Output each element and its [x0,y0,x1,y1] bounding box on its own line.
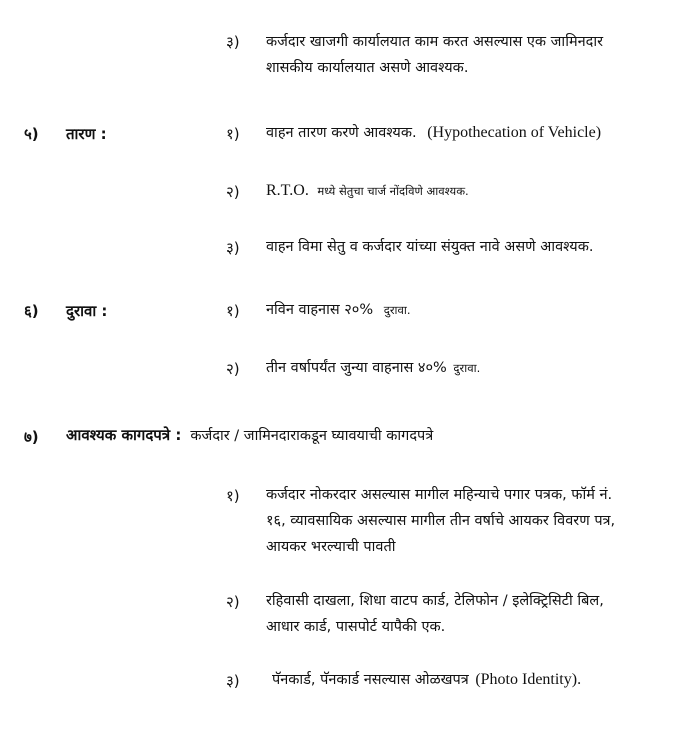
section-7-item-1-number: १) [226,487,240,505]
section-6-item-2-tail: दुरावा. [453,361,481,375]
section-7-number: ७) [24,428,39,446]
section-7-item-2-number: २) [226,593,240,611]
section-7-item-2-line-1: रहिवासी दाखला, शिधा वाटप कार्ड, टेलिफोन / इलेक्ट्रिसिटी बिल, [266,593,604,609]
section-6-item-1-text [266,298,411,322]
section-7-subtitle: कर्जदार / जामिनदाराकडून घ्यावयाची कागदपत्रे [190,428,434,444]
section-6-item-2-text [266,356,480,380]
item-3-line-1: कर्जदार खाजगी कार्यालयात काम करत असल्यास एक जामिनदार [266,34,604,50]
section-7-item-3-marathi: पॅनकार्ड, पॅनकार्ड नसल्यास ओळखपत्र [272,672,469,688]
section-5-number: ५) [24,125,39,143]
section-7-item-3-text [272,668,581,692]
section-5-item-2-marathi: मध्ये सेतुचा चार्ज नोंदविणे आवश्यक. [317,184,469,198]
section-5-item-2-english: R.T.O. [266,182,309,199]
section-6-title: दुरावा : [66,302,108,320]
section-6-item-1-number: १) [226,302,240,320]
item-3-number: ३) [226,33,240,51]
section-5-item-3-text: वाहन विमा सेतु व कर्जदार यांच्या संयुक्त नावे असणे आवश्यक. [266,239,594,255]
section-5-item-1-number: १) [226,125,240,143]
section-7-item-3-number: ३) [226,672,240,690]
section-5-item-1-english: (Hypothecation of Vehicle) [427,124,602,141]
section-6-item-1-main: नविन वाहनास २०% [266,302,374,318]
section-7-item-2-line-2: आधार कार्ड, पासपोर्ट यापैकी एक. [266,619,446,635]
section-7-item-1-line-3: आयकर भरल्याची पावती [266,539,396,555]
section-7-item-1-line-1: कर्जदार नोकरदार असल्यास मागील महिन्याचे पगार पत्रक, फॉर्म नं. [266,487,613,503]
section-5-item-3-number: ३) [226,239,240,257]
section-6-item-2-number: २) [226,360,240,378]
section-6-item-2-main: तीन वर्षापर्यंत जुन्या वाहनास ४०% [266,360,447,376]
section-6-item-1-tail: दुरावा. [383,303,411,317]
section-6-number: ६) [24,302,39,320]
section-5-item-1-text [266,121,601,145]
item-3-line-2: शासकीय कार्यालयात असणे आवश्यक. [266,60,469,76]
section-7-heading [66,425,433,445]
section-7-item-1-line-2: १६, व्यावसायिक असल्यास मागील तीन वर्षाचे आयकर विवरण पत्र, [266,513,616,529]
section-7-item-3-english: (Photo Identity). [475,671,582,688]
section-5-item-2-number: २) [226,183,240,201]
section-7-title: आवश्यक कागदपत्रे : [66,426,182,444]
section-5-title: तारण : [66,125,107,143]
section-5-item-1-marathi: वाहन तारण करणे आवश्यक. [266,125,417,141]
section-5-item-2-text [266,179,469,203]
